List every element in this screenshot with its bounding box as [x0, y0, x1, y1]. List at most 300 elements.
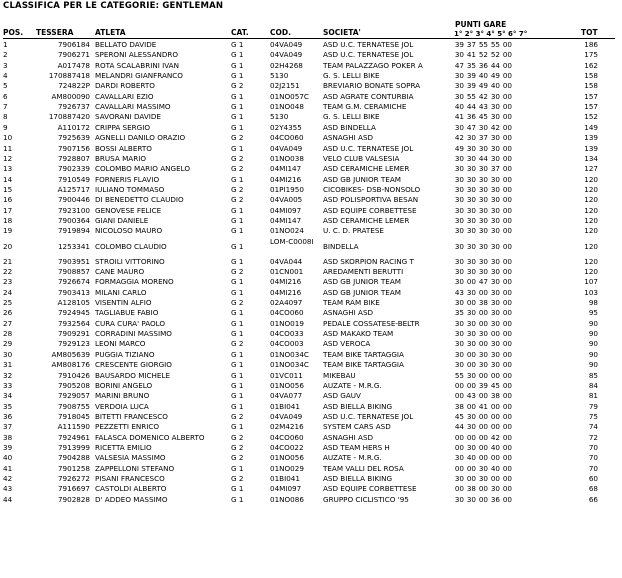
- cell-cat: G 2: [231, 164, 244, 174]
- cell-punti: 30: [454, 184, 464, 194]
- cell-punti: 00: [490, 474, 500, 483]
- cell-societa: MIKEBAU: [323, 370, 356, 380]
- cell-atleta: CAVALLARI EZIO: [95, 91, 154, 101]
- table-row: [0, 298, 622, 308]
- cell-tessera: 7904288: [57, 453, 90, 463]
- cell-punti: 30: [478, 122, 488, 132]
- cell-punti: 00: [478, 411, 488, 421]
- cell-tessera: 7926272: [57, 474, 90, 483]
- cell-tessera: 7900446: [57, 195, 90, 205]
- cell-cod: 04CO022: [270, 442, 304, 452]
- table-row: [0, 92, 622, 102]
- cell-cod: 5130: [270, 112, 289, 122]
- table-row: [0, 123, 622, 133]
- cell-pos: 41: [3, 463, 13, 473]
- cell-tot: 120: [584, 184, 598, 194]
- cell-cat: G 1: [231, 71, 244, 81]
- table-row: [0, 381, 622, 391]
- cell-punti: 30: [478, 226, 488, 236]
- cell-punti: 30: [490, 484, 500, 494]
- table-row: [0, 329, 622, 339]
- cell-tot: 120: [584, 226, 598, 236]
- cell-societa: AUZATE - M.R.G.: [323, 380, 382, 390]
- cell-cat: G 1: [231, 287, 244, 297]
- cell-punti: 30: [454, 50, 464, 60]
- cell-punti: 00: [454, 463, 464, 473]
- cell-tessera: A125717: [57, 184, 90, 194]
- cell-atleta: CRESCENTE GIORGIO: [95, 360, 172, 370]
- cell-punti: 30: [478, 205, 488, 215]
- cell-punti: 43: [478, 102, 488, 112]
- cell-punti: 00: [466, 360, 476, 370]
- header-tot: TOT: [581, 28, 598, 37]
- cell-tessera: 7906184: [57, 40, 90, 49]
- header-atleta: ATLETA: [95, 28, 126, 37]
- cell-cod: 04VA049: [270, 411, 303, 421]
- table-row: [0, 144, 622, 154]
- cell-punti: 30: [478, 143, 488, 153]
- cell-societa: ASD SKORPION RACING T: [323, 256, 414, 266]
- cell-punti: 00: [502, 277, 512, 287]
- cell-societa: GRUPPO CICLISTICO '95: [323, 494, 409, 504]
- cell-cod: 04VA049: [270, 50, 303, 60]
- cell-punti: 00: [466, 349, 476, 359]
- cell-tot: 70: [588, 463, 598, 473]
- cell-punti: 00: [502, 91, 512, 101]
- cell-cat: G 1: [231, 401, 244, 411]
- cell-punti: 30: [466, 133, 476, 143]
- cell-cod: 01NO019: [270, 318, 304, 328]
- header-gare-numbers: 1° 2° 3° 4° 5° 6° 7°: [454, 30, 528, 38]
- table-row: [0, 267, 622, 277]
- cell-pos: 43: [3, 484, 13, 494]
- cell-pos: 35: [3, 401, 13, 411]
- cell-punti: 30: [478, 360, 488, 370]
- cell-cat: G 2: [231, 298, 244, 308]
- cell-atleta: BITETTI FRANCESCO: [95, 411, 168, 421]
- cell-punti: 00: [502, 432, 512, 442]
- cell-cat: G 1: [231, 112, 244, 122]
- cell-cod: 01NO038: [270, 153, 304, 163]
- cell-societa: ASD U.C. TERNATESE JOL: [323, 50, 414, 60]
- cell-punti: 30: [466, 308, 476, 318]
- cell-pos: 29: [3, 339, 13, 349]
- cell-tessera: 7903951: [57, 256, 90, 266]
- cell-punti: 00: [490, 422, 500, 432]
- cell-punti: 00: [502, 422, 512, 432]
- cell-atleta: DARDI ROBERTO: [95, 81, 155, 91]
- cell-punti: 37: [466, 40, 476, 49]
- cell-societa: TEAM BIKE TARTAGGIA: [323, 349, 404, 359]
- cell-punti: 00: [490, 370, 500, 380]
- cell-tot: 74: [588, 422, 598, 432]
- cell-punti: 30: [454, 360, 464, 370]
- cell-punti: 30: [490, 112, 500, 122]
- cell-punti: 49: [490, 71, 500, 81]
- cell-cat: G 2: [231, 153, 244, 163]
- cell-tot: 120: [584, 256, 598, 266]
- cell-pos: 3: [3, 60, 8, 70]
- cell-tot: 175: [584, 50, 598, 60]
- cell-atleta: BORINI ANGELO: [95, 380, 153, 390]
- table-row: [0, 195, 622, 205]
- cell-tot: 84: [588, 380, 598, 390]
- cell-pos: 8: [3, 112, 8, 122]
- cell-atleta: GIANI DANIELE: [95, 215, 149, 225]
- cell-cat: G 1: [231, 205, 244, 215]
- cell-punti: 30: [466, 329, 476, 339]
- cell-cod: 04MI147: [270, 164, 302, 174]
- cell-atleta: DI BENEDETTO CLAUDIO: [95, 195, 184, 205]
- cell-atleta: SAVORANI DAVIDE: [95, 112, 161, 122]
- cell-punti: 30: [490, 102, 500, 112]
- cell-tessera: 7923100: [57, 205, 90, 215]
- cell-punti: 36: [466, 112, 476, 122]
- cell-cod: 04CO060: [270, 133, 304, 143]
- cell-punti: 52: [490, 50, 500, 60]
- cell-cod: 04VA044: [270, 256, 303, 266]
- cell-punti: 30: [454, 329, 464, 339]
- cell-punti: 30: [466, 143, 476, 153]
- cell-punti: 30: [478, 256, 488, 266]
- cell-cod: 01NO034C: [270, 360, 309, 370]
- cell-societa: ASD GB JUNIOR TEAM: [323, 174, 401, 184]
- cell-tot: 72: [588, 432, 598, 442]
- cell-punti: 45: [454, 411, 464, 421]
- cell-punti: 00: [466, 277, 476, 287]
- cell-societa: ASD U.C. TERNATESE JOL: [323, 411, 414, 421]
- cell-punti: 30: [466, 226, 476, 236]
- cell-tessera: AM808176: [51, 360, 90, 370]
- cell-punti: 30: [490, 184, 500, 194]
- cell-punti: 40: [454, 102, 464, 112]
- cell-punti: 30: [454, 174, 464, 184]
- cell-societa: ASD POLISPORTIVA BESAN: [323, 195, 419, 205]
- cell-punti: 42: [478, 91, 488, 101]
- cell-tessera: 7926674: [57, 277, 90, 287]
- cell-tessera: 7926737: [57, 102, 90, 112]
- cell-punti: 40: [490, 442, 500, 452]
- table-row: [0, 154, 622, 164]
- cell-cat: G 1: [231, 277, 244, 287]
- cell-atleta: D' ADDEO MASSIMO: [95, 494, 168, 504]
- cell-punti: 00: [502, 60, 512, 70]
- cell-cod: 01CN001: [270, 267, 304, 276]
- cell-punti: 44: [490, 60, 500, 70]
- table-row: [0, 81, 622, 91]
- cell-tot: 66: [588, 494, 598, 504]
- cell-societa: ASD U.C. TERNATESE JOL: [323, 143, 414, 153]
- cell-punti: 55: [478, 40, 488, 49]
- cell-punti: 00: [502, 380, 512, 390]
- cell-punti: 30: [454, 122, 464, 132]
- cell-punti: 00: [490, 411, 500, 421]
- table-row: [0, 453, 622, 463]
- cell-punti: 00: [490, 401, 500, 411]
- cell-tot: 149: [584, 122, 598, 132]
- cell-punti: 00: [502, 339, 512, 349]
- cell-punti: 30: [454, 339, 464, 349]
- cell-societa: ASD AGRATE CONTURBIA: [323, 91, 414, 101]
- cell-societa: ASD BINDELLA: [323, 122, 376, 132]
- cell-pos: 21: [3, 256, 13, 266]
- header-divider: [3, 38, 615, 39]
- cell-punti: 00: [502, 102, 512, 112]
- header-cat: CAT.: [231, 28, 249, 37]
- cell-pos: 25: [3, 298, 13, 308]
- cell-punti: 30: [490, 318, 500, 328]
- cell-atleta: PUGGIA TIZIANO: [95, 349, 155, 359]
- cell-tessera: 7913999: [57, 442, 90, 452]
- cell-atleta: MARINI BRUNO: [95, 391, 150, 401]
- cell-atleta: FALASCA DOMENICO ALBERTO: [95, 432, 205, 442]
- cell-punti: 42: [490, 432, 500, 442]
- table-row: [0, 40, 622, 50]
- cell-tessera: 7902339: [57, 164, 90, 174]
- cell-punti: 30: [490, 143, 500, 153]
- cell-societa: ASD CERAMICHE LEMER: [323, 164, 410, 174]
- cell-punti: 55: [490, 40, 500, 49]
- cell-cod: 02J2151: [270, 81, 300, 91]
- cell-punti: 42: [490, 122, 500, 132]
- cell-cod: 01NO056: [270, 380, 304, 390]
- cell-punti: 30: [490, 205, 500, 215]
- cell-societa: PEDALE COSSATESE-BELTR: [323, 318, 420, 328]
- cell-societa: BINDELLA: [323, 241, 359, 251]
- cell-tot: 152: [584, 112, 598, 122]
- table-row: [0, 402, 622, 412]
- cell-cod: 01NO086: [270, 494, 304, 504]
- cell-cat: G 1: [231, 256, 244, 266]
- cell-societa: TEAM RAM BIKE: [323, 298, 380, 308]
- table-row: [0, 102, 622, 112]
- table-row: [0, 339, 622, 349]
- cell-punti: 30: [454, 256, 464, 266]
- cell-punti: 00: [502, 215, 512, 225]
- cell-atleta: RICETTA EMILIO: [95, 442, 152, 452]
- cell-cod: 01VC011: [270, 370, 303, 380]
- cell-cat: G 1: [231, 60, 244, 70]
- cell-punti: 55: [454, 370, 464, 380]
- cell-cat: G 2: [231, 195, 244, 205]
- cell-tessera: 7929123: [57, 339, 90, 349]
- cell-cat: G 1: [231, 143, 244, 153]
- cell-cat: G 2: [231, 474, 244, 483]
- cell-tot: 139: [584, 143, 598, 153]
- table-row: [0, 495, 622, 505]
- cell-punti: 52: [478, 50, 488, 60]
- cell-punti: 38: [490, 391, 500, 401]
- table-row: [0, 257, 622, 267]
- cell-pos: 28: [3, 329, 13, 339]
- cell-pos: 12: [3, 153, 13, 163]
- cell-punti: 30: [478, 164, 488, 174]
- cell-cat: G 1: [231, 494, 244, 504]
- table-row: [0, 185, 622, 195]
- header-tessera: TESSERA: [36, 28, 74, 37]
- cell-pos: 24: [3, 287, 13, 297]
- cell-punti: 00: [502, 241, 512, 251]
- cell-punti: 00: [478, 432, 488, 442]
- cell-cat: G 1: [231, 102, 244, 112]
- cell-punti: 40: [478, 71, 488, 81]
- table-row: [0, 391, 622, 401]
- cell-tot: 90: [588, 349, 598, 359]
- cell-punti: 00: [478, 339, 488, 349]
- table-row: [0, 412, 622, 422]
- cell-cat: G 1: [231, 215, 244, 225]
- cell-atleta: TAGLIABUE FABIO: [95, 308, 159, 318]
- cell-punti: 30: [490, 277, 500, 287]
- cell-tot: 60: [588, 474, 598, 483]
- cell-cat: G 1: [231, 226, 244, 236]
- cell-pos: 15: [3, 184, 13, 194]
- cell-punti: 00: [502, 349, 512, 359]
- cell-cod: 04CO033: [270, 329, 304, 339]
- cell-punti: 00: [502, 474, 512, 483]
- table-row: [0, 175, 622, 185]
- cell-atleta: IULIANO TOMMASO: [95, 184, 165, 194]
- cell-punti: 00: [502, 411, 512, 421]
- table-row: [0, 226, 622, 236]
- cell-punti: 30: [466, 287, 476, 297]
- cell-tessera: 7928807: [57, 153, 90, 163]
- cell-tessera: 7919894: [57, 226, 90, 236]
- cell-atleta: CORRADINI MASSIMO: [95, 329, 172, 339]
- cell-atleta: ZAPPELLONI STEFANO: [95, 463, 175, 473]
- cell-pos: 30: [3, 349, 13, 359]
- cell-tessera: 7924945: [57, 308, 90, 318]
- cell-punti: 00: [502, 453, 512, 463]
- cell-cod: 04CO003: [270, 339, 304, 349]
- cell-punti: 30: [454, 474, 464, 483]
- table-row: [0, 112, 622, 122]
- cell-cod: 01NO024: [270, 226, 304, 236]
- table-row: [0, 360, 622, 370]
- cell-tot: 90: [588, 329, 598, 339]
- cell-punti: 00: [502, 484, 512, 494]
- cell-punti: 30: [466, 241, 476, 251]
- cell-tot: 90: [588, 339, 598, 349]
- table-row: [0, 350, 622, 360]
- cell-societa: ASD CERAMICHE LEMER: [323, 215, 410, 225]
- cell-societa: ASNAGHI ASD: [323, 432, 374, 442]
- cell-punti: 00: [502, 442, 512, 452]
- cell-cat: G 1: [231, 349, 244, 359]
- cell-cat: G 1: [231, 391, 244, 401]
- cell-punti: 00: [502, 267, 512, 276]
- cell-pos: 13: [3, 164, 13, 174]
- cell-punti: 00: [478, 370, 488, 380]
- cell-pos: 10: [3, 133, 13, 143]
- cell-tessera: 7901258: [57, 463, 90, 473]
- cell-tessera: 7907156: [57, 143, 90, 153]
- cell-punti: 55: [466, 91, 476, 101]
- cell-punti: 30: [490, 308, 500, 318]
- cell-atleta: FORNERIS FLAVIO: [95, 174, 160, 184]
- cell-punti: 41: [466, 50, 476, 60]
- cell-punti: 43: [466, 391, 476, 401]
- cell-tessera: A128105: [57, 298, 90, 308]
- cell-societa: ASD BIELLA BIKING: [323, 401, 393, 411]
- cell-punti: 30: [454, 349, 464, 359]
- cell-punti: 30: [466, 256, 476, 266]
- cell-punti: 00: [502, 40, 512, 49]
- cell-punti: 47: [454, 60, 464, 70]
- cell-punti: 42: [454, 133, 464, 143]
- cell-punti: 36: [478, 60, 488, 70]
- cell-punti: 00: [466, 380, 476, 390]
- cell-tessera: 170887420: [48, 112, 90, 122]
- table-row: [0, 422, 622, 432]
- cell-cat: G 1: [231, 50, 244, 60]
- cell-cod: 02Y4355: [270, 122, 302, 132]
- cell-punti: 00: [502, 174, 512, 184]
- cell-pos: 33: [3, 380, 13, 390]
- cell-punti: 30: [490, 267, 500, 276]
- cell-punti: 00: [466, 432, 476, 442]
- cell-punti: 30: [466, 411, 476, 421]
- cell-punti: 30: [478, 174, 488, 184]
- cell-atleta: VALSESIA MASSIMO: [95, 453, 166, 463]
- cell-punti: 30: [490, 91, 500, 101]
- cell-punti: 30: [490, 195, 500, 205]
- cell-punti: 00: [502, 50, 512, 60]
- cell-pos: 14: [3, 174, 13, 184]
- cell-cod: 01NO048: [270, 102, 304, 112]
- cell-punti: 39: [478, 380, 488, 390]
- cell-tot: 157: [584, 91, 598, 101]
- cell-societa: CICOBIKES- DSB-NONSOLO: [323, 184, 421, 194]
- cell-societa: G. S. LELLI BIKE: [323, 112, 380, 122]
- cell-cod: 01NO029: [270, 463, 304, 473]
- cell-punti: 30: [478, 463, 488, 473]
- cell-punti: 44: [478, 153, 488, 163]
- cell-punti: 30: [490, 133, 500, 143]
- cell-societa: ASNAGHI ASD: [323, 308, 374, 318]
- cell-punti: 00: [502, 401, 512, 411]
- cell-cod: 01BI041: [270, 474, 300, 483]
- cell-pos: 34: [3, 391, 13, 401]
- cell-punti: 30: [490, 360, 500, 370]
- cell-punti: 30: [490, 241, 500, 251]
- cell-pos: 42: [3, 474, 13, 483]
- cell-atleta: NICOLOSO MAURO: [95, 226, 163, 236]
- cell-punti: 43: [454, 287, 464, 297]
- cell-societa: AREDAMENTI BERUTTI: [323, 267, 404, 276]
- cell-cod: 04MI216: [270, 277, 302, 287]
- cell-cat: G 2: [231, 453, 244, 463]
- cell-punti: 47: [466, 122, 476, 132]
- cell-atleta: CURA CURA' PAOLO: [95, 318, 166, 328]
- cell-tot: 186: [584, 40, 598, 49]
- cell-punti: 30: [478, 195, 488, 205]
- cell-punti: 30: [454, 277, 464, 287]
- cell-punti: 30: [490, 226, 500, 236]
- table-row: [0, 277, 622, 287]
- cell-tot: 120: [584, 241, 598, 251]
- cell-cod: 04VA005: [270, 195, 303, 205]
- cell-societa: ASD U.C. TERNATESE JOL: [323, 40, 414, 49]
- cell-punti: 49: [454, 143, 464, 153]
- cell-pos: 40: [3, 453, 13, 463]
- cell-punti: 37: [490, 164, 500, 174]
- cell-pos: 26: [3, 308, 13, 318]
- cell-punti: 00: [454, 391, 464, 401]
- cell-punti: 30: [454, 318, 464, 328]
- cell-tot: 107: [584, 277, 598, 287]
- cell-punti: 30: [466, 205, 476, 215]
